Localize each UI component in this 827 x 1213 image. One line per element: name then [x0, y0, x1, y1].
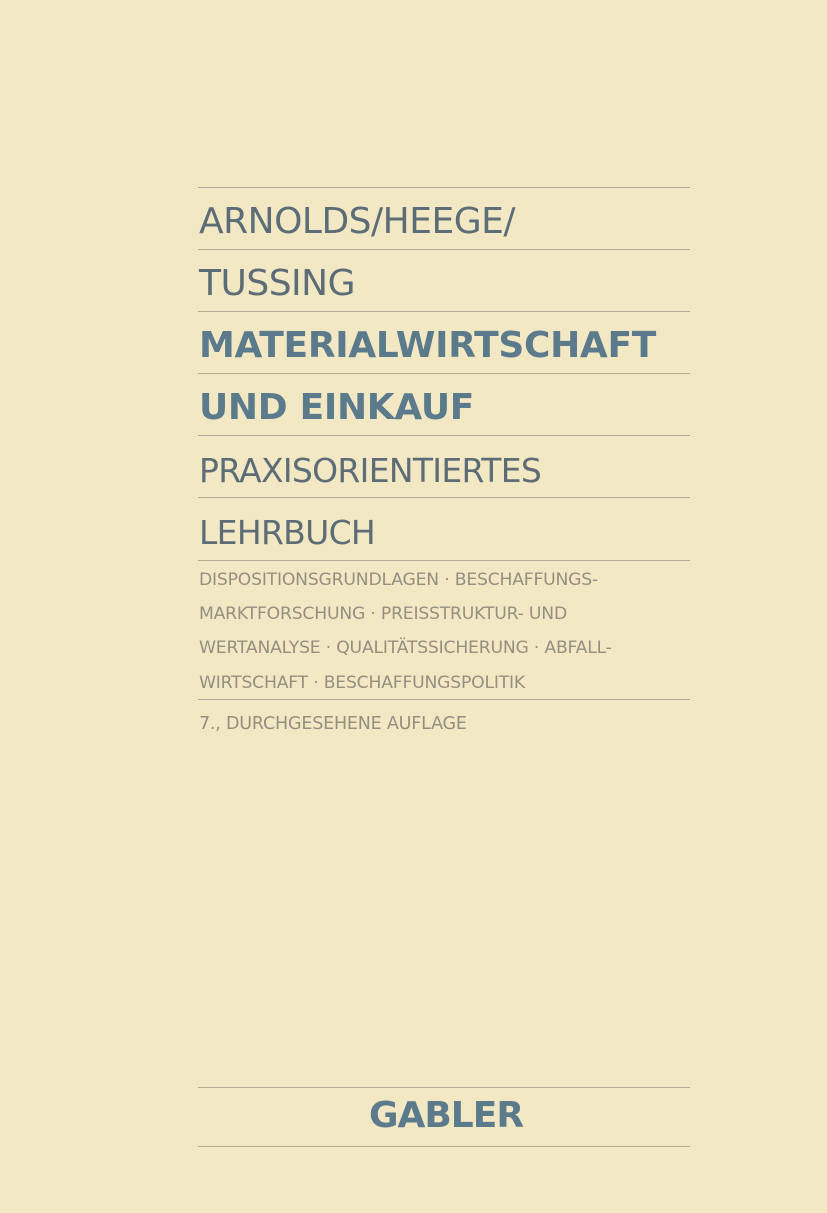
rule-after-topics	[198, 699, 690, 700]
rule-after-title-1	[198, 373, 690, 374]
topics-line-3: WERTANALYSE · QUALITÄTSSICHERUNG · ABFALL-	[199, 638, 612, 658]
rule-top	[198, 187, 690, 188]
title-line-2: UND EINKAUF	[199, 387, 475, 428]
rule-after-authors-2	[198, 311, 690, 312]
title-line-1: MATERIALWIRTSCHAFT	[199, 325, 657, 366]
rule-after-subtitle-1	[198, 497, 690, 498]
topics-line-2: MARKTFORSCHUNG · PREISSTRUKTUR- UND	[199, 604, 567, 624]
author-line-2: TUSSING	[199, 263, 355, 304]
subtitle-line-2: LEHRBUCH	[199, 513, 376, 552]
rule-after-title-2	[198, 435, 690, 436]
rule-publisher-bottom	[198, 1146, 690, 1147]
subtitle-line-1: PRAXISORIENTIERTES	[199, 451, 542, 490]
topics-line-4: WIRTSCHAFT · BESCHAFFUNGSPOLITIK	[199, 673, 525, 693]
rule-publisher-top	[198, 1087, 690, 1088]
author-line-1: ARNOLDS/HEEGE/	[199, 201, 515, 242]
topics-line-1: DISPOSITIONSGRUNDLAGEN · BESCHAFFUNGS-	[199, 570, 599, 590]
rule-after-subtitle-2	[198, 560, 690, 561]
publisher-logo: GABLER	[368, 1095, 524, 1136]
edition-label: 7., DURCHGESEHENE AUFLAGE	[199, 714, 467, 734]
rule-after-authors-1	[198, 249, 690, 250]
